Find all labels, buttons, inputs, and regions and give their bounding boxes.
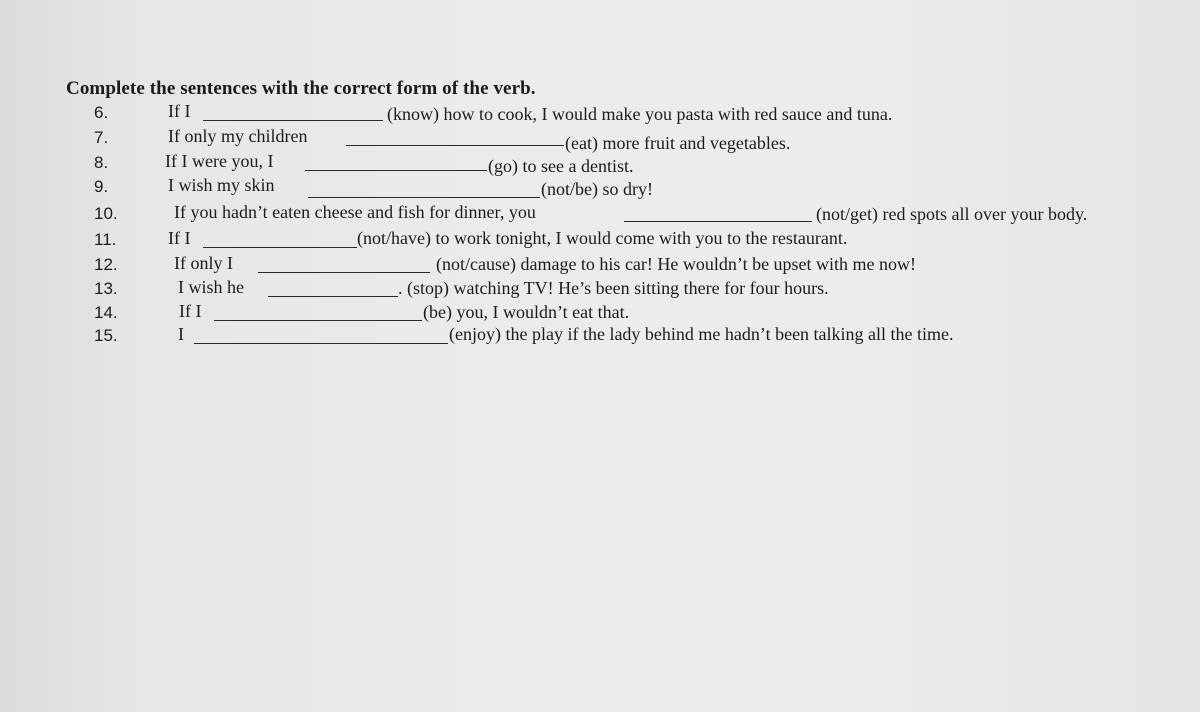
sentence-end: (not/get) red spots all over your body. [816, 204, 1088, 224]
answer-blank[interactable] [203, 120, 383, 121]
sentence-start: If only I [174, 253, 233, 273]
item-number: 15. [94, 326, 118, 345]
exercise-heading: Complete the sentences with the correct form of the verb. [66, 78, 536, 99]
exercise-item-9 [0, 175, 1200, 199]
sentence-start: I wish my skin [168, 175, 275, 195]
sentence-start: If only my children [168, 126, 308, 146]
exercise-item-15 [0, 324, 1200, 348]
item-number: 12. [94, 255, 118, 274]
sentence-end: (go) to see a dentist. [488, 156, 634, 176]
exercise-item-10 [0, 202, 1200, 226]
sentence-start: If I were you, I [165, 151, 274, 171]
exercise-item-11 [0, 228, 1200, 252]
sentence-end: (be) you, I wouldn’t eat that. [423, 302, 630, 322]
sentence-start: I [178, 324, 184, 344]
sentence-end: (enjoy) the play if the lady behind me hadn’t been talking all the time. [449, 324, 954, 344]
answer-blank[interactable] [305, 170, 487, 171]
exercise-item-14 [0, 301, 1200, 325]
sentence-end: . (stop) watching TV! He’s been sitting there for four hours. [398, 278, 829, 298]
sentence-end: (eat) more fruit and vegetables. [565, 133, 791, 153]
item-number: 10. [94, 204, 118, 223]
exercise-item-12 [0, 253, 1200, 277]
exercise-item-6 [0, 101, 1200, 125]
item-number: 7. [94, 128, 109, 147]
sentence-start: If I [168, 101, 191, 121]
item-number: 8. [94, 153, 109, 172]
answer-blank[interactable] [258, 272, 430, 273]
answer-blank[interactable] [194, 343, 448, 344]
item-number: 13. [94, 279, 118, 298]
exercise-item-13 [0, 277, 1200, 301]
answer-blank[interactable] [268, 296, 398, 297]
exercise-item-7 [0, 126, 1200, 153]
exercise-item-8 [0, 151, 1200, 175]
sentence-start: If you hadn’t eaten cheese and fish for dinner, you [174, 202, 536, 222]
answer-blank[interactable] [624, 221, 812, 222]
item-number: 9. [94, 177, 109, 196]
sentence-end: (know) how to cook, I would make you pasta with red sauce and tuna. [387, 104, 893, 124]
sentence-start: I wish he [178, 277, 244, 297]
answer-blank[interactable] [214, 320, 422, 321]
answer-blank[interactable] [346, 145, 564, 146]
item-number: 6. [94, 103, 109, 122]
answer-blank[interactable] [203, 247, 357, 248]
item-number: 11. [94, 230, 117, 249]
sentence-start: If I [168, 228, 191, 248]
sentence-start: If I [179, 301, 202, 321]
answer-blank[interactable] [308, 197, 540, 198]
sentence-end: (not/be) so dry! [541, 179, 653, 199]
sentence-end: (not/cause) damage to his car! He wouldn’t be upset with me now! [436, 254, 917, 274]
item-number: 14. [94, 303, 118, 322]
sentence-end: (not/have) to work tonight, I would come with you to the restaurant. [357, 228, 848, 248]
